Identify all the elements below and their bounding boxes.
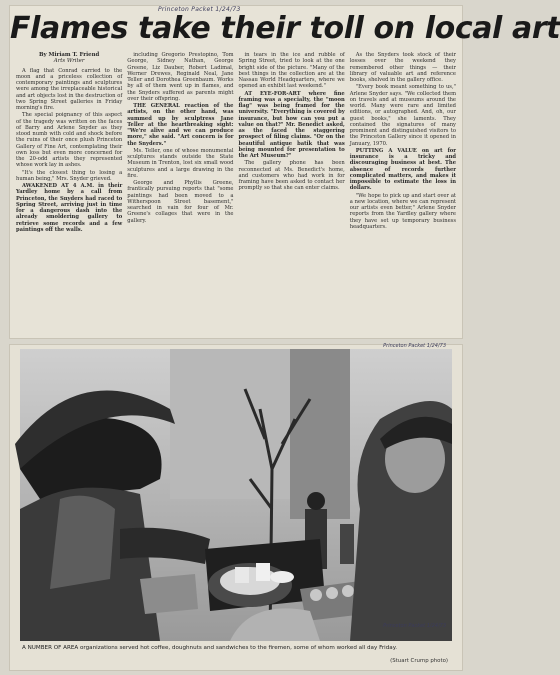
photo-clipping [10, 345, 462, 670]
paragraph: "We hope to pick up and start over at a new location, where we can represent our artists even better," Arlene Snyder reports from the Yardley gallery where they have set up temporary business headquarters. [349, 192, 456, 230]
handwritten-note: Princeton Packet 1/24/73 [158, 6, 241, 13]
news-photo [20, 349, 452, 641]
paragraph: "Every book meant something to us," Arlene Snyder says. "We collected them on travels and at museums around the world. Many were rare and limited editions, or autographed. And, oh, our guest books," she laments. They contained the signatures of many prominent and distinguished visitors to the Princeton Gallery since it opened in January, 1970. [349, 84, 456, 147]
photo-handwritten-note-bottom: Princeton Packet 1/24/73 [383, 623, 446, 629]
article-clipping [10, 6, 560, 338]
article-column-3 [239, 52, 345, 334]
paragraph-lead: PUTTING A VALUE on art for insurance is a tricky and discouraging business at best. The absence of records further complicated matters, and makes it impossible to estimate the loss in dollars. [349, 147, 456, 192]
photo-credit: (Stuart Crump photo) [390, 658, 448, 664]
article-headline: Flames take their toll on local art [10, 11, 560, 46]
paragraph: As the Snyders took stock of their losses over the weekend they remembered other things — their library of valuable art and reference books, shelved in the gallery office. [349, 52, 456, 83]
photo-caption: A NUMBER OF AREA organizations served hot coffee, doughnuts and sandwiches to the firemen, some of whom worked all day Friday. [22, 645, 398, 651]
article-column-2 [127, 52, 233, 334]
article-body [16, 52, 456, 334]
paragraph-lead: AT EYE-FOR-ART where fine framing was a specialty, the "moon flag" was being framed for the university. "Everything is covered by insurance, but how can you put a value on that?" Mr. Benedict asked, as the faced the staggering prospect of filing claims. "Or on the beautiful antique batik that was being mounted for presentation to the Art Museum?" [238, 90, 345, 159]
paragraph: George and Phyllis Greene, frantically pursuing reports that "some paintings had been moved to a Witherspoon Street basement," searched in vain for four of Mr. Greene's collages that were in the gallery. [127, 180, 234, 224]
paragraph: The special poignancy of this aspect of the tragedy was written on the faces of Barry and Arlene Snyder as they stood numb with cold and shock before the ruins of their once plush Princeton Gallery of Fine Art, contemplating their own loss but even more concerned for the 20-odd artists they represented whose work lay in ashes. [16, 112, 123, 169]
paragraph: in tears in the ice and rubble of Spring Street, tried to look at the one bright side of the picture. "Many of the best things in the collection are at the Nassau World Headquarters, where we opened an exhibit last weekend." [238, 52, 345, 90]
byline-name: By Miriam T. Friend [38, 52, 100, 58]
paragraph: Ms. Teller, one of whose monumental sculptures stands outside the State Museum in Trenton, lost six small wood sculptures and a large drawing in the fire. [127, 147, 234, 179]
paragraph-lead: AWAKENED AT 4 A.M. in their Yardley home by a call from Princeton, the Snyders had raced to Spring Street, arriving just in time for a dangerous dash into the already smoldering gallery to retrieve some records and a few paintings off the walls. [16, 183, 123, 233]
paragraph: A flag that Conrad carried to the moon and a priceless collection of contemporary paintings and sculptures were among the irreplaceable historical and art objects lost in the destruction of two Spring Street galleries in Friday morning's fire. [16, 67, 123, 111]
article-column-4 [350, 52, 456, 334]
paragraph-lead: THE GENERAL reaction of the artists, on the other hand, was summed up by sculptress Jane Teller at the heartbreaking sight: "We're alive and we can produce more," she said. "Art concern is for the Snyders." [127, 103, 234, 147]
photo-handwritten-note: Princeton Packet 1/24/73 [383, 343, 446, 349]
byline [16, 52, 122, 65]
paragraph: including Gregorio Prestopino, Tom George, Sidney Nathan, George Greene, Liz Dauber, Robert Ladimal, Werner Drewes, Reginald Neal, Jane Teller and Dorothea Greenbaum. Works by all of them went up in flames, and the Snyders suffered as parents might over their offspring. [127, 52, 234, 102]
paragraph: "It's the closest thing to losing a human being," Mrs. Snyder grieved. [16, 169, 123, 182]
paragraph: The gallery phone has been reconnected at Ms. Benedict's home, and customers who had work in for framing have been asked to contact her promptly so that she can enter claims. [238, 160, 345, 192]
byline-role: Arts Writer [53, 58, 85, 65]
firemen-coffee-photo [20, 349, 452, 641]
article-column-1 [16, 52, 122, 334]
